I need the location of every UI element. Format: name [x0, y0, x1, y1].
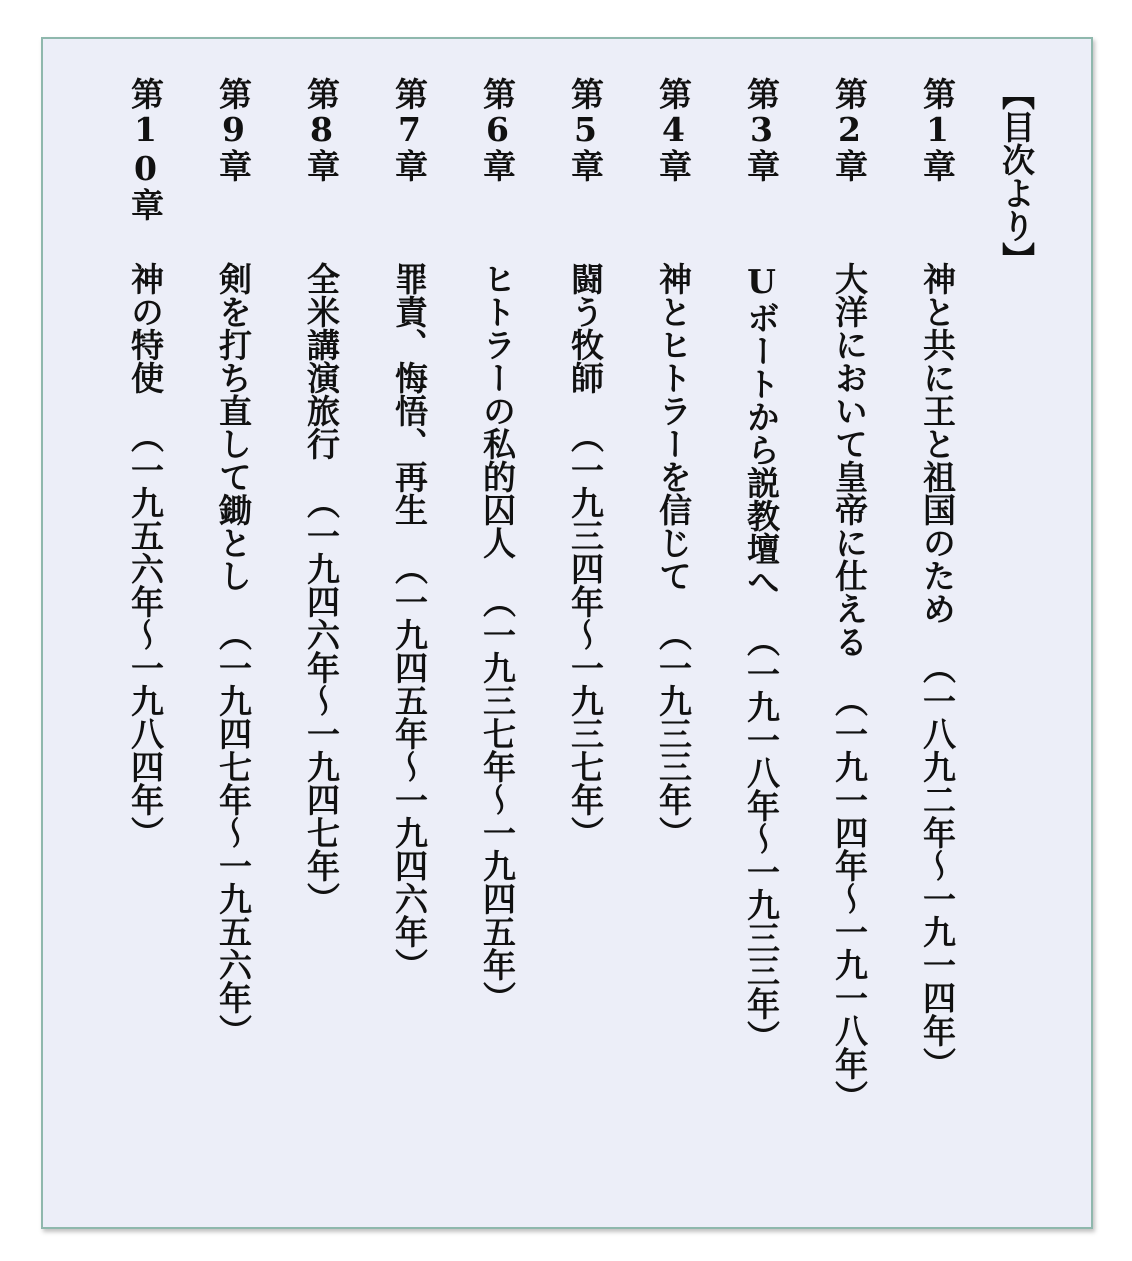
chapter-number: 第5章 — [566, 77, 605, 182]
toc-entry-6 — [453, 77, 541, 1113]
chapter-number: 第1章 — [918, 77, 957, 182]
chapter-number: 第4章 — [654, 77, 693, 182]
chapter-title: 罪責、悔悟、再生 — [390, 262, 429, 526]
chapter-period: （一九三四年〜一九三七年） — [566, 420, 605, 849]
chapter-number: 第6章 — [478, 77, 517, 182]
chapter-number: 第2章 — [830, 77, 869, 182]
chapter-period: （一九三三年） — [654, 618, 693, 849]
toc-panel — [41, 37, 1093, 1229]
chapter-number: 第8章 — [302, 77, 341, 182]
toc-entry-8 — [277, 77, 365, 1113]
chapter-title: 神とヒトラーを信じて — [654, 262, 693, 592]
chapter-period: （一九四五年〜一九四六年） — [390, 552, 429, 981]
chapter-title: 剣を打ち直して鋤とし — [214, 262, 253, 592]
toc-entry-2 — [805, 77, 893, 1113]
chapter-period: （一九三七年〜一九四五年） — [478, 585, 517, 1014]
chapter-period: （一九四七年〜一九五六年） — [214, 618, 253, 1047]
chapter-period: （一八九二年〜一九一四年） — [918, 651, 957, 1080]
chapter-period: （一九一四年〜一九一八年） — [830, 684, 869, 1113]
chapter-number: 第9章 — [214, 77, 253, 182]
chapter-number: 第7章 — [390, 77, 429, 182]
chapter-title: Uボートから説教壇へ — [742, 262, 781, 598]
chapter-title: 闘う牧師 — [566, 262, 605, 394]
toc-entry-5 — [541, 77, 629, 1113]
chapter-title: 神の特使 — [126, 262, 165, 394]
toc-entry-1 — [893, 77, 981, 1113]
table-of-contents — [101, 77, 1051, 1113]
chapter-number: 第10章 — [126, 77, 165, 221]
chapter-title: 大洋において皇帝に仕える — [830, 262, 869, 658]
chapter-period: （一九四六年〜一九四七年） — [302, 486, 341, 915]
chapter-title: ヒトラーの私的囚人 — [478, 262, 517, 559]
toc-entry-3 — [717, 77, 805, 1113]
chapter-title: 全米講演旅行 — [302, 262, 341, 460]
chapter-title: 神と共に王と祖国のため — [918, 262, 957, 625]
toc-entry-4 — [629, 77, 717, 1113]
chapter-period: （一九五六年〜一九八四年） — [126, 420, 165, 849]
toc-entry-7 — [365, 77, 453, 1113]
toc-entry-9 — [189, 77, 277, 1113]
toc-heading: 【目次より】 — [997, 77, 1036, 275]
chapter-period: （一九一八年〜一九三三年） — [742, 624, 781, 1053]
chapter-number: 第3章 — [742, 77, 781, 182]
toc-entry-10 — [101, 77, 189, 1113]
